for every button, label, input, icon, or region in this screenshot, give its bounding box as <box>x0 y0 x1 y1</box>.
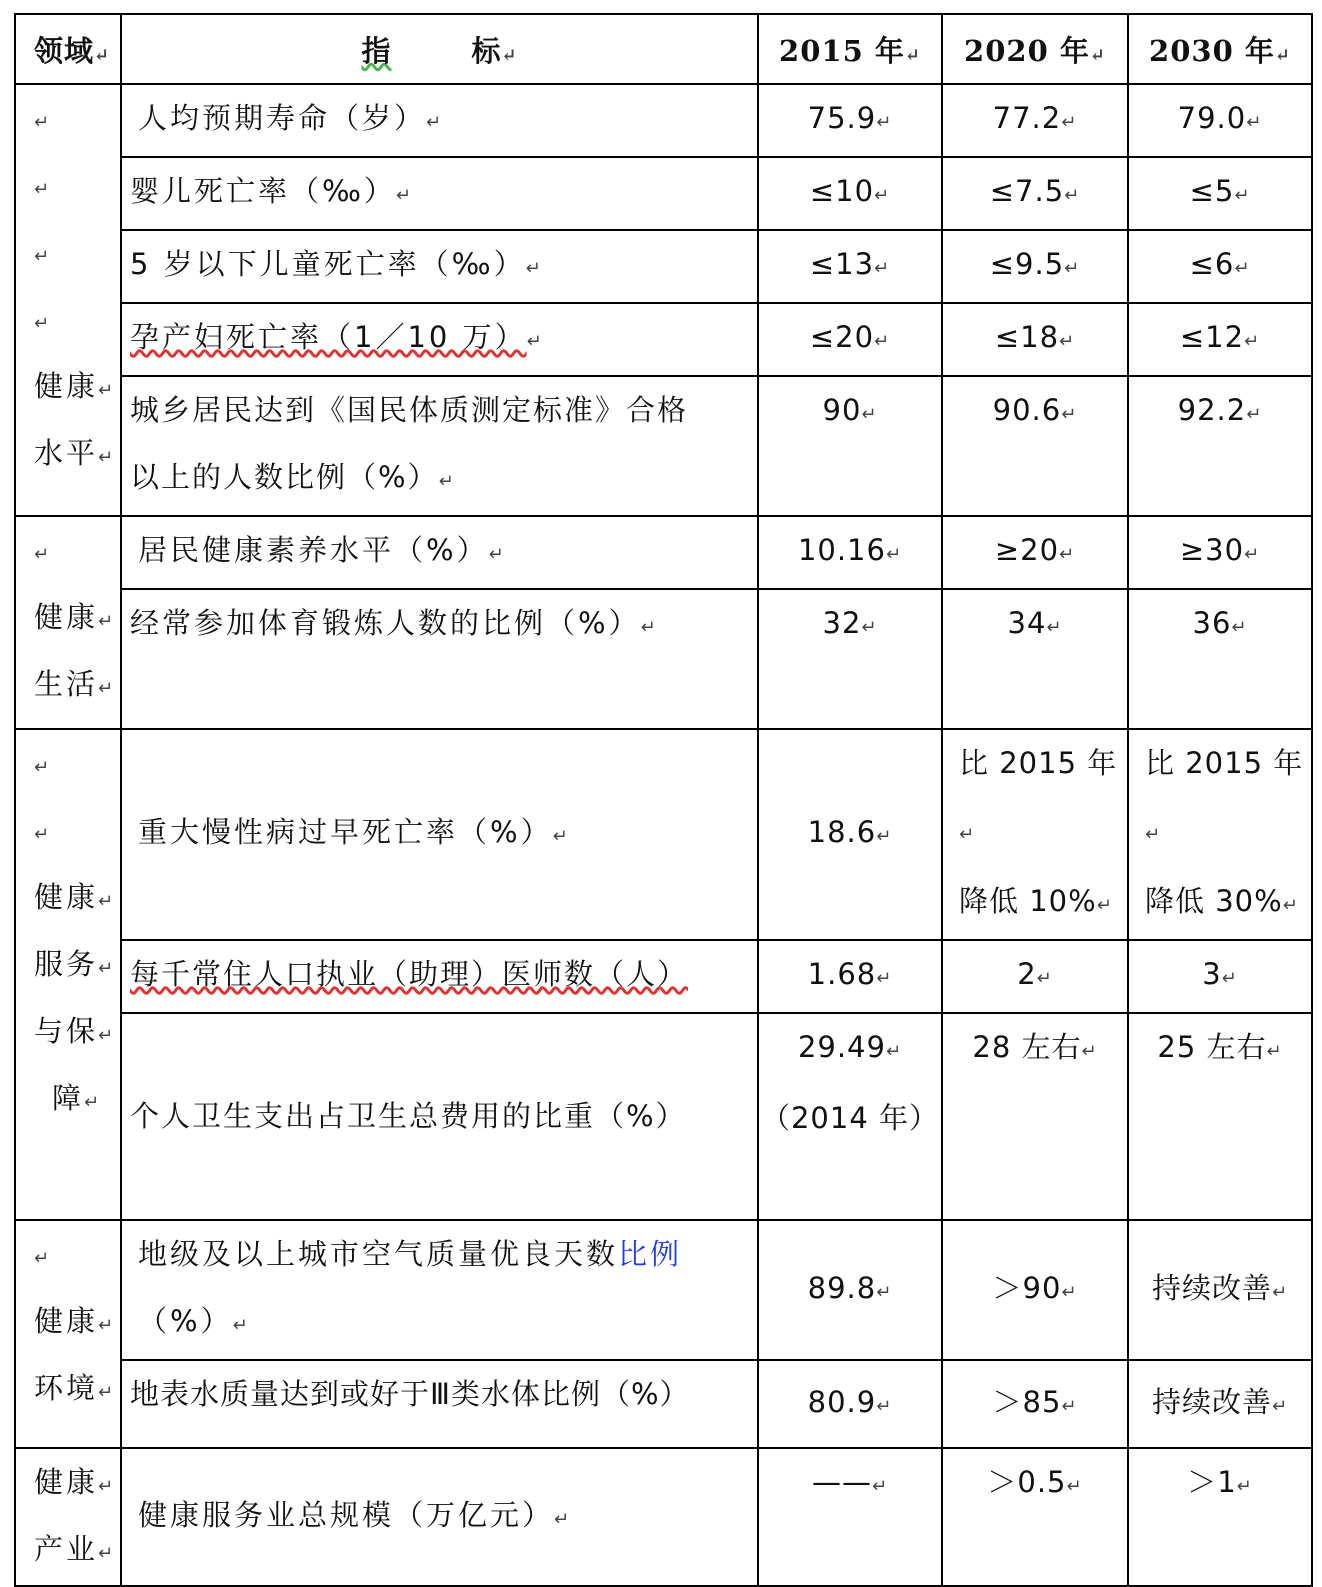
value-2015: ≤20↵ <box>758 303 942 376</box>
indicator-cell: 婴儿死亡率（‰）↵ <box>121 157 758 230</box>
table-row <box>15 84 1312 157</box>
table-row <box>15 589 1312 729</box>
value-2020: 34↵ <box>942 589 1128 729</box>
value-2015: ≤13↵ <box>758 230 942 303</box>
value-2020: ＞0.5↵ <box>942 1448 1128 1586</box>
value-2030: ≤12↵ <box>1128 303 1312 376</box>
value-2020: ≤18↵ <box>942 303 1128 376</box>
header-domain: 领域↵ <box>15 14 121 84</box>
indicator-cell: 城乡居民达到《国民体质测定标准》合格 以上的人数比例（%）↵ <box>121 376 758 516</box>
indicator-cell: 人均预期寿命（岁）↵ <box>121 84 758 157</box>
header-row <box>15 14 1312 84</box>
value-2015: 80.9↵ <box>758 1360 942 1448</box>
indicator-cell: 居民健康素养水平（%）↵ <box>121 516 758 589</box>
value-2030: ＞1↵ <box>1128 1448 1312 1586</box>
domain-health-env: ↵ 健康↵ 环境↵ <box>15 1220 121 1448</box>
domain-health-industry: 健康↵ 产业↵ <box>15 1448 121 1586</box>
value-2015: ——↵ <box>758 1448 942 1586</box>
value-2030: ≥30↵ <box>1128 516 1312 589</box>
value-2030: 比 2015 年↵ 降低 30%↵ <box>1128 729 1312 940</box>
value-2015: 10.16↵ <box>758 516 942 589</box>
value-2015: 90↵ <box>758 376 942 516</box>
indicator-cell: 地级及以上城市空气质量优良天数比例 （%）↵ <box>121 1220 758 1360</box>
value-2030: ≤6↵ <box>1128 230 1312 303</box>
value-2030: 3↵ <box>1128 940 1312 1013</box>
value-2030: 36↵ <box>1128 589 1312 729</box>
value-2020: 90.6↵ <box>942 376 1128 516</box>
value-2030: 持续改善↵ <box>1128 1220 1312 1360</box>
value-2020: ＞90↵ <box>942 1220 1128 1360</box>
table-row <box>15 230 1312 303</box>
indicator-cell: 每千常住人口执业（助理）医师数（人） <box>121 940 758 1013</box>
table-row <box>15 1448 1312 1586</box>
value-2030: 25 左右↵ <box>1128 1013 1312 1220</box>
table-row <box>15 376 1312 516</box>
domain-health-level: ↵ ↵ ↵ ↵ 健康↵ 水平↵ <box>15 84 121 516</box>
domain-health-service: ↵ ↵ 健康↵ 服务↵ 与保↵ 障↵ <box>15 729 121 1220</box>
value-2015: ≤10↵ <box>758 157 942 230</box>
value-2020: 比 2015 年↵ 降低 10%↵ <box>942 729 1128 940</box>
table-row <box>15 1013 1312 1220</box>
value-2015: 1.68↵ <box>758 940 942 1013</box>
value-2030: 92.2↵ <box>1128 376 1312 516</box>
value-2020: ≤9.5↵ <box>942 230 1128 303</box>
header-2020: 2020 年↵ <box>942 14 1128 84</box>
value-2015: 29.49↵ （2014 年） <box>758 1013 942 1220</box>
table-row <box>15 303 1312 376</box>
value-2020: ≤7.5↵ <box>942 157 1128 230</box>
value-2020: 28 左右↵ <box>942 1013 1128 1220</box>
value-2030: 79.0↵ <box>1128 84 1312 157</box>
table-row <box>15 516 1312 589</box>
domain-health-life: ↵ 健康↵ 生活↵ <box>15 516 121 729</box>
value-2020: ＞85↵ <box>942 1360 1128 1448</box>
indicator-cell: 孕产妇死亡率（1／10 万）↵ <box>121 303 758 376</box>
value-2020: ≥20↵ <box>942 516 1128 589</box>
indicator-cell: 地表水质量达到或好于Ⅲ类水体比例（%） <box>121 1360 758 1448</box>
table-row <box>15 729 1312 940</box>
value-2015: 89.8↵ <box>758 1220 942 1360</box>
header-2030: 2030 年↵ <box>1128 14 1312 84</box>
table-row <box>15 1360 1312 1448</box>
value-2015: 18.6↵ <box>758 729 942 940</box>
indicator-cell: 重大慢性病过早死亡率（%）↵ <box>121 729 758 940</box>
value-2015: 32↵ <box>758 589 942 729</box>
table-row <box>15 1220 1312 1360</box>
value-2030: 持续改善↵ <box>1128 1360 1312 1448</box>
header-indicator: 指 标↵ <box>121 14 758 84</box>
indicator-cell: 个人卫生支出占卫生总费用的比重（%） <box>121 1013 758 1220</box>
table-row <box>15 157 1312 230</box>
value-2020: 77.2↵ <box>942 84 1128 157</box>
table-row <box>15 940 1312 1013</box>
value-2015: 75.9↵ <box>758 84 942 157</box>
indicator-cell: 经常参加体育锻炼人数的比例（%）↵ <box>121 589 758 729</box>
header-2015: 2015 年↵ <box>758 14 942 84</box>
value-2020: 2↵ <box>942 940 1128 1013</box>
indicator-cell: 健康服务业总规模（万亿元）↵ <box>121 1448 758 1586</box>
indicator-cell: 5 岁以下儿童死亡率（‰）↵ <box>121 230 758 303</box>
value-2030: ≤5↵ <box>1128 157 1312 230</box>
health-indicators-table <box>14 13 1313 1587</box>
